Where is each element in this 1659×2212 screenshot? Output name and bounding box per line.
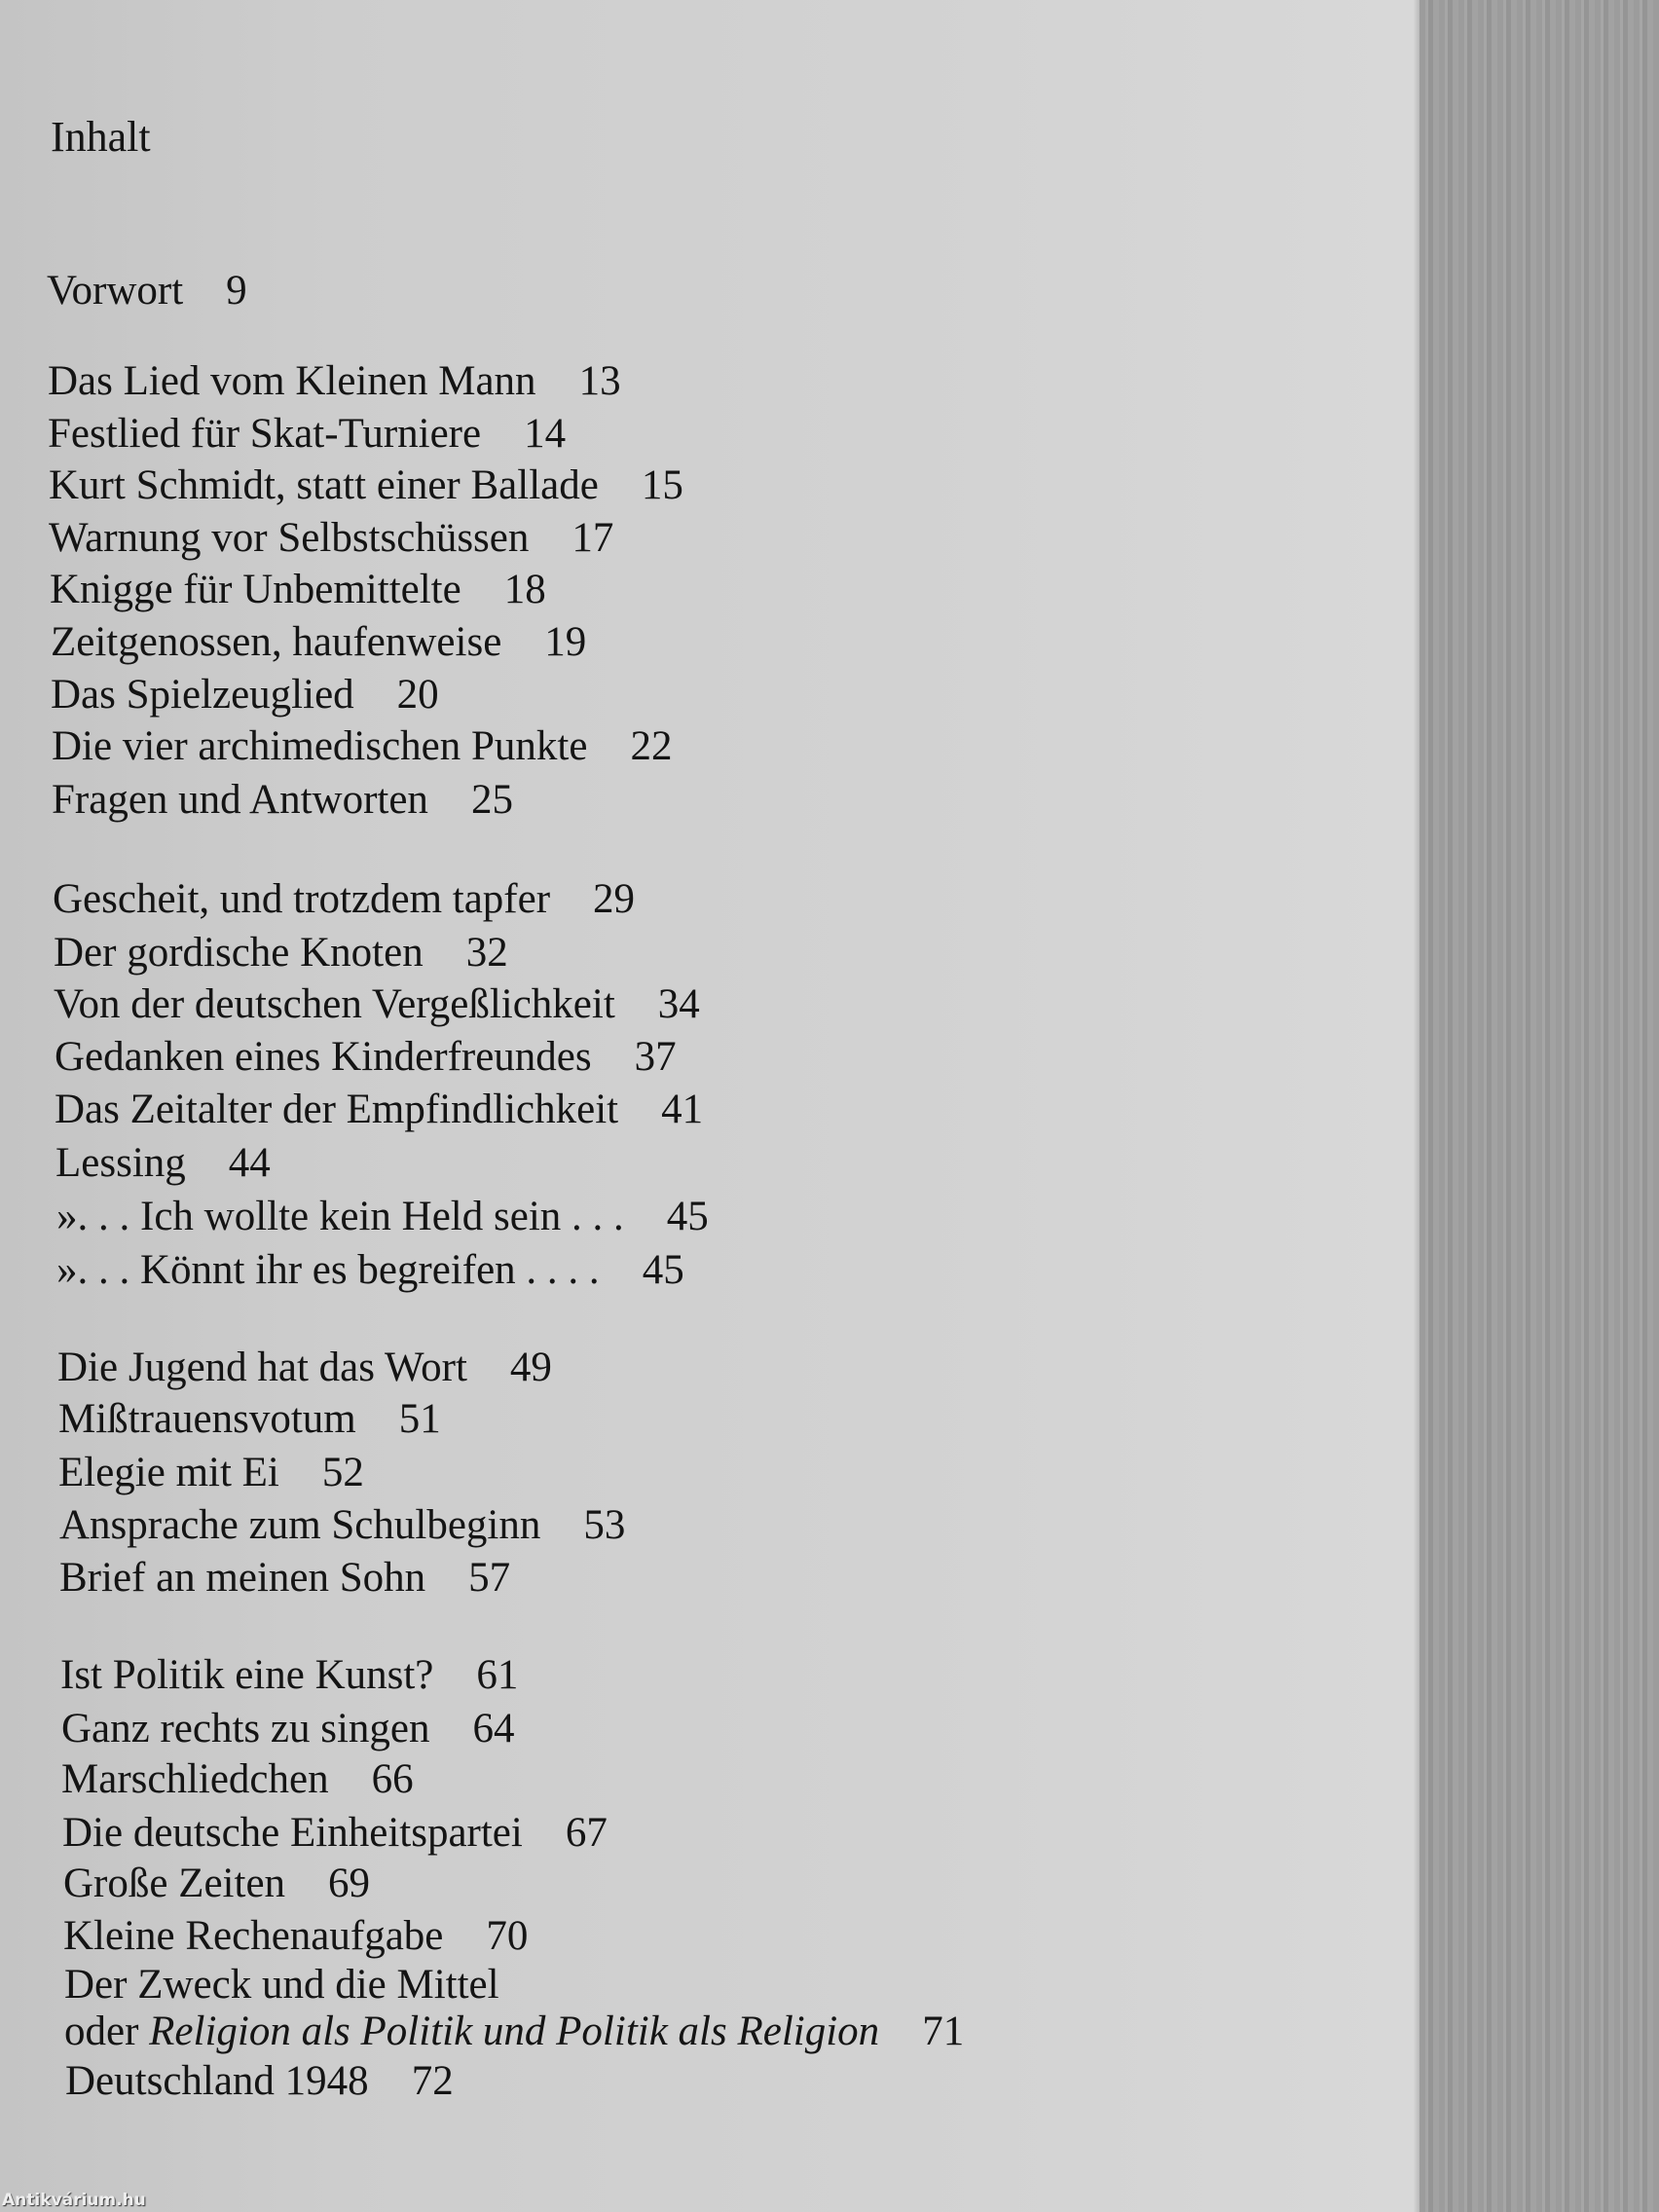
entry-page-number: 45 <box>642 1247 684 1293</box>
entry-page-number: 51 <box>398 1396 441 1442</box>
toc-entry <box>55 1036 677 1078</box>
toc-entry <box>61 1708 515 1750</box>
entry-page-number: 25 <box>470 777 513 823</box>
entry-page-number: 9 <box>226 268 247 313</box>
entry-title: Die deutsche Einheitspartei <box>62 1810 523 1856</box>
toc-entry <box>55 1142 271 1184</box>
entry-title: Das Zeitalter der Empfindlichkeit <box>55 1087 619 1132</box>
toc-entry <box>54 932 508 974</box>
toc-entry <box>65 2060 454 2102</box>
toc-entry <box>63 1915 528 1957</box>
entry-page-number: 20 <box>396 672 439 718</box>
entry-title: Elegie mit Ei <box>58 1450 279 1495</box>
entry-page-number: 72 <box>411 2058 454 2104</box>
entry-page-number: 69 <box>328 1861 371 1906</box>
entry-page-number: 70 <box>486 1913 529 1959</box>
entry-page-number: 32 <box>465 930 508 976</box>
entry-title: Ansprache zum Schulbeginn <box>59 1502 541 1548</box>
entry-title: Lessing <box>55 1140 186 1186</box>
toc-entry <box>49 517 613 559</box>
entry-title: Deutschland 1948 <box>65 2058 369 2104</box>
toc-entry <box>58 1452 364 1493</box>
toc-entry <box>54 983 700 1025</box>
toc-entry <box>57 1346 552 1388</box>
toc-entry <box>48 413 566 455</box>
entry-page-number: 71 <box>922 2009 965 2054</box>
entry-title: Kleine Rechenaufgabe <box>63 1913 444 1959</box>
watermark: Antikvárium.hu <box>2 2191 146 2210</box>
entry-title: Knigge für Unbemittelte <box>50 567 461 612</box>
entry-page-number: 66 <box>371 1756 414 1802</box>
entry-page-number: 19 <box>544 619 587 665</box>
toc-entry <box>62 1812 608 1854</box>
entry-title: Gescheit, und trotzdem tapfer <box>53 876 551 922</box>
entry-title: Zeitgenossen, haufenweise <box>51 619 502 665</box>
entry-page-number: 13 <box>578 358 621 404</box>
entry-title: Warnung vor Selbstschüssen <box>49 515 530 561</box>
entry-title: Ganz rechts zu singen <box>61 1706 430 1751</box>
entry-title: Festlied für Skat-Turniere <box>48 411 482 457</box>
entry-page-number: 52 <box>321 1450 364 1495</box>
entry-page-number: 61 <box>476 1652 519 1698</box>
toc-entry <box>58 1398 441 1440</box>
toc-entry <box>50 569 546 610</box>
entry-page-number: 18 <box>503 567 546 612</box>
entry-title: ». . . Ich wollte kein Held sein . . . <box>56 1194 624 1239</box>
entry-page-number: 44 <box>228 1140 271 1186</box>
entry-page-number: 45 <box>666 1194 709 1239</box>
entry-title: oder <box>64 2009 150 2054</box>
page-title: Inhalt <box>51 113 151 161</box>
entry-title: Kurt Schmidt, statt einer Ballade <box>49 462 599 508</box>
toc-entry <box>55 1088 703 1130</box>
toc-entry <box>51 621 586 663</box>
entry-page-number: 41 <box>661 1087 704 1132</box>
toc-entry <box>48 360 621 402</box>
entry-title: Die Jugend hat das Wort <box>57 1345 467 1390</box>
entry-page-number: 17 <box>571 515 614 561</box>
entry-title: Große Zeiten <box>63 1861 286 1906</box>
entry-title: Gedanken eines Kinderfreundes <box>55 1034 592 1080</box>
toc-entry <box>59 1557 510 1599</box>
entry-page-number: 37 <box>634 1034 677 1080</box>
entry-title: Brief an meinen Sohn <box>59 1555 426 1601</box>
entry-title: Mißtrauensvotum <box>58 1396 356 1442</box>
toc-entry <box>59 1504 625 1546</box>
entry-title: ». . . Könnt ihr es begreifen . . . . <box>56 1247 600 1293</box>
entry-title: Der gordische Knoten <box>54 930 424 976</box>
entry-page-number: 57 <box>468 1555 511 1601</box>
toc-entry <box>51 674 439 716</box>
entry-title: Das Spielzeuglied <box>51 672 354 718</box>
toc-entry <box>49 464 683 506</box>
toc-entry <box>61 1758 414 1800</box>
toc-entry <box>47 270 247 312</box>
entry-page-number: 64 <box>472 1706 515 1751</box>
entry-title: Von der deutschen Vergeßlichkeit <box>54 981 615 1027</box>
entry-page-number: 34 <box>657 981 700 1027</box>
toc-entry <box>64 2010 964 2052</box>
entry-title: Marschliedchen <box>61 1756 329 1802</box>
entry-title: Die vier archimedischen Punkte <box>52 723 588 769</box>
entry-page-number: 22 <box>630 723 673 769</box>
book-spine-background <box>1419 0 1659 2212</box>
entry-title: Ist Politik eine Kunst? <box>60 1652 434 1698</box>
entry-page-number: 67 <box>565 1810 608 1856</box>
entry-title: Fragen und Antworten <box>52 777 428 823</box>
entry-title-italic: Religion als Politik und Politik als Religion <box>149 2009 880 2054</box>
toc-entry <box>53 878 635 920</box>
toc-entry <box>52 779 513 821</box>
toc-entry <box>64 1964 499 2006</box>
toc-entry <box>56 1196 709 1237</box>
entry-page-number: 49 <box>509 1345 552 1390</box>
toc-entry <box>60 1654 518 1696</box>
toc-entry <box>52 725 672 767</box>
entry-page-number: 29 <box>593 876 636 922</box>
entry-title: Der Zweck und die Mittel <box>64 1962 499 2008</box>
toc-entry <box>63 1862 370 1904</box>
toc-entry <box>56 1249 684 1291</box>
entry-page-number: 53 <box>583 1502 626 1548</box>
entry-page-number: 14 <box>524 411 567 457</box>
entry-title: Das Lied vom Kleinen Mann <box>48 358 536 404</box>
entry-page-number: 15 <box>641 462 683 508</box>
entry-title: Vorwort <box>47 268 184 313</box>
